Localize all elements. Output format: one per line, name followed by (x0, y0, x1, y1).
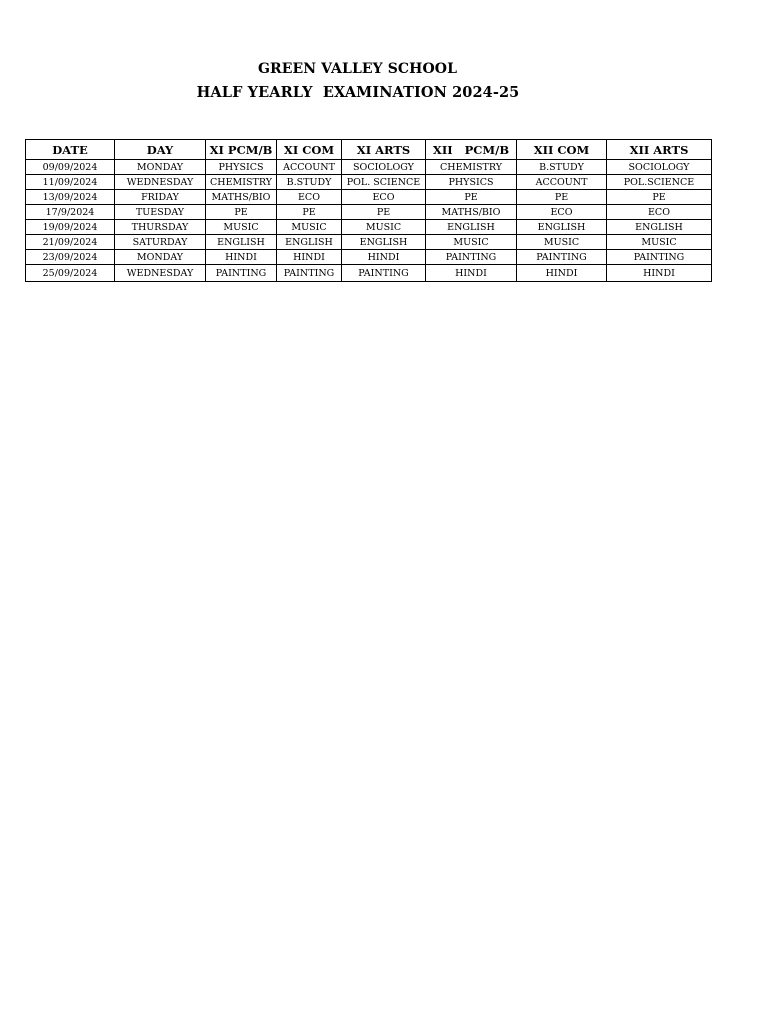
header-day: DAY (115, 140, 206, 160)
cell-xii-arts: SOCIOLOGY (607, 160, 712, 175)
cell-xii-pcmb: CHEMISTRY (426, 160, 517, 175)
cell-xii-com: MUSIC (517, 235, 607, 250)
header-xii-com: XII COM (517, 140, 607, 160)
header-xi-com: XI COM (277, 140, 342, 160)
cell-xii-arts: POL.SCIENCE (607, 175, 712, 190)
table-row (26, 175, 712, 190)
cell-xii-arts: ECO (607, 205, 712, 220)
table-row (26, 160, 712, 175)
cell-xi-com: ENGLISH (277, 235, 342, 250)
header-xi-arts: XI ARTS (342, 140, 426, 160)
table-row (26, 250, 712, 265)
cell-date: 21/09/2024 (26, 235, 115, 250)
cell-xi-pcmb: HINDI (206, 250, 277, 265)
cell-xi-com: B.STUDY (277, 175, 342, 190)
cell-day: WEDNESDAY (115, 265, 206, 282)
cell-xi-arts: HINDI (342, 250, 426, 265)
cell-xi-pcmb: PE (206, 205, 277, 220)
table-row (26, 235, 712, 250)
table-row (26, 220, 712, 235)
cell-day: SATURDAY (115, 235, 206, 250)
cell-xi-pcmb: MATHS/BIO (206, 190, 277, 205)
cell-xii-arts: ENGLISH (607, 220, 712, 235)
cell-xii-pcmb: HINDI (426, 265, 517, 282)
cell-xi-pcmb: ENGLISH (206, 235, 277, 250)
cell-day: WEDNESDAY (115, 175, 206, 190)
cell-xii-pcmb: MATHS/BIO (426, 205, 517, 220)
cell-day: FRIDAY (115, 190, 206, 205)
cell-xi-com: ECO (277, 190, 342, 205)
header-xi-pcmb: XI PCM/B (206, 140, 277, 160)
cell-xii-com: ECO (517, 205, 607, 220)
exam-title: HALF YEARLY EXAMINATION 2024-25 (196, 84, 520, 101)
cell-xii-com: PE (517, 190, 607, 205)
table-row (26, 190, 712, 205)
cell-xi-pcmb: CHEMISTRY (206, 175, 277, 190)
cell-xi-arts: MUSIC (342, 220, 426, 235)
cell-xi-arts: POL. SCIENCE (342, 175, 426, 190)
cell-day: MONDAY (115, 160, 206, 175)
cell-xi-arts: ECO (342, 190, 426, 205)
cell-xi-arts: PE (342, 205, 426, 220)
cell-date: 17/9/2024 (26, 205, 115, 220)
cell-xii-pcmb: ENGLISH (426, 220, 517, 235)
cell-xii-arts: MUSIC (607, 235, 712, 250)
cell-day: THURSDAY (115, 220, 206, 235)
cell-xi-pcmb: MUSIC (206, 220, 277, 235)
cell-xi-pcmb: PAINTING (206, 265, 277, 282)
cell-xi-arts: ENGLISH (342, 235, 426, 250)
table-header-row (26, 140, 712, 160)
cell-xii-com: PAINTING (517, 250, 607, 265)
cell-xi-com: MUSIC (277, 220, 342, 235)
cell-xi-arts: PAINTING (342, 265, 426, 282)
table-row (26, 205, 712, 220)
cell-day: TUESDAY (115, 205, 206, 220)
cell-xii-arts: PAINTING (607, 250, 712, 265)
cell-xii-com: HINDI (517, 265, 607, 282)
cell-xi-arts: SOCIOLOGY (342, 160, 426, 175)
cell-xi-com: HINDI (277, 250, 342, 265)
cell-xii-com: ENGLISH (517, 220, 607, 235)
cell-date: 11/09/2024 (26, 175, 115, 190)
cell-xi-pcmb: PHYSICS (206, 160, 277, 175)
cell-day: MONDAY (115, 250, 206, 265)
school-name: GREEN VALLEY SCHOOL (257, 61, 458, 77)
header-xii-pcmb: XII PCM/B (426, 140, 517, 160)
cell-xii-arts: PE (607, 190, 712, 205)
cell-xii-arts: HINDI (607, 265, 712, 282)
cell-xii-pcmb: PAINTING (426, 250, 517, 265)
cell-date: 19/09/2024 (26, 220, 115, 235)
cell-xii-pcmb: PE (426, 190, 517, 205)
cell-xi-com: ACCOUNT (277, 160, 342, 175)
cell-date: 13/09/2024 (26, 190, 115, 205)
exam-schedule-table (25, 139, 712, 282)
cell-date: 23/09/2024 (26, 250, 115, 265)
header-date: DATE (26, 140, 115, 160)
cell-date: 09/09/2024 (26, 160, 115, 175)
cell-xi-com: PE (277, 205, 342, 220)
cell-xii-pcmb: PHYSICS (426, 175, 517, 190)
table-row (26, 265, 712, 282)
cell-xii-com: ACCOUNT (517, 175, 607, 190)
cell-xii-com: B.STUDY (517, 160, 607, 175)
cell-date: 25/09/2024 (26, 265, 115, 282)
cell-xi-com: PAINTING (277, 265, 342, 282)
header-xii-arts: XII ARTS (607, 140, 712, 160)
cell-xii-pcmb: MUSIC (426, 235, 517, 250)
